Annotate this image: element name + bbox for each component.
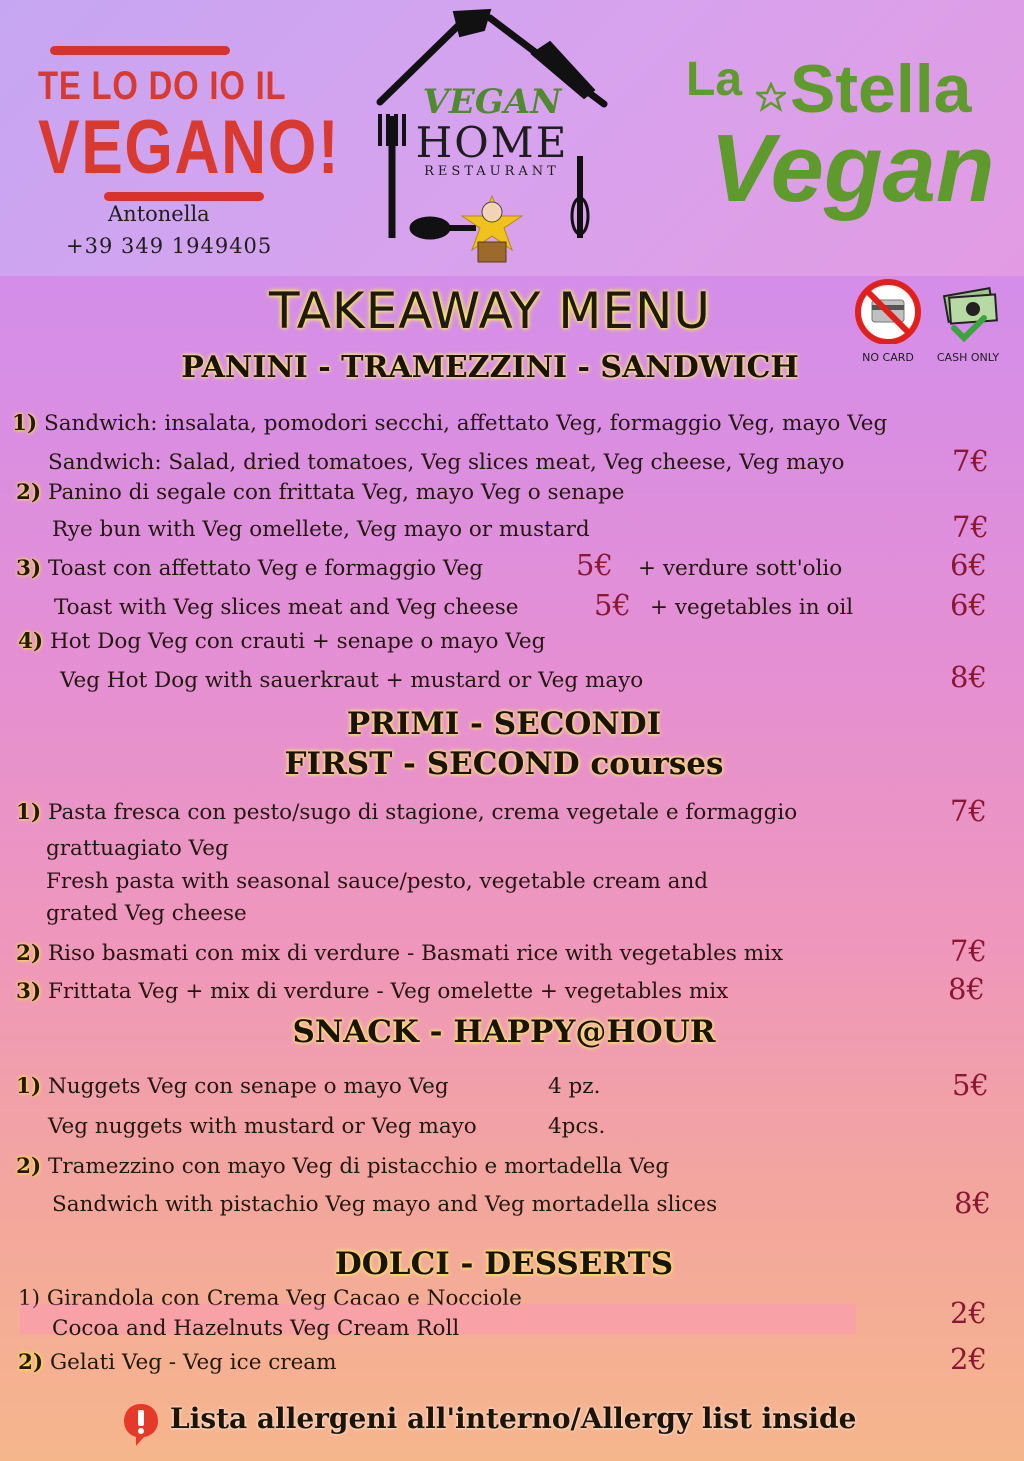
logo-center-home: HOME — [415, 118, 569, 167]
item-it: Nuggets Veg con senape o mayo Veg — [47, 1074, 449, 1099]
logo-right-stella: Stella — [790, 51, 972, 127]
item-it: Panino di segale con frittata Veg, mayo Veg o senape — [47, 480, 625, 505]
no-card-label: NO CARD — [862, 351, 914, 364]
item-number: 3) — [16, 556, 42, 581]
item-number: 2) — [18, 1350, 44, 1375]
item-extra: + verdure sott'olio — [638, 556, 843, 581]
item-price: 6€ — [950, 548, 987, 582]
item-number: 1) — [12, 411, 38, 436]
contact-phone: +39 349 1949405 — [66, 234, 273, 258]
logo-center-restaurant: RESTAURANT — [424, 164, 560, 179]
item-sub-price: 5€ — [576, 548, 613, 582]
logo-right-la: La — [686, 53, 743, 106]
contact-name: Antonella — [108, 202, 210, 226]
menu-item — [18, 1350, 337, 1375]
item-it: Pasta fresca con pesto/sugo di stagione, crema vegetale e formaggio — [47, 800, 798, 825]
cash-icon — [932, 278, 1004, 344]
item-price: 7€ — [950, 934, 987, 968]
item-number: 2) — [16, 941, 42, 966]
item-text: Frittata Veg + mix di verdure - Veg omelette + vegetables mix — [47, 979, 729, 1004]
item-en: Toast with Veg slices meat and Veg cheese — [54, 595, 519, 620]
item-extra: + vegetables in oil — [650, 595, 854, 620]
item-text: Gelati Veg - Veg ice cream — [49, 1350, 337, 1375]
logo-line1: TE LO DO IO IL — [38, 64, 287, 108]
logo-right-vegan: Vegan — [710, 115, 995, 222]
item-en: Rye bun with Veg omellete, Veg mayo or mustard — [52, 517, 590, 542]
item-price: 6€ — [950, 588, 987, 622]
item-en: Cocoa and Hazelnuts Veg Cream Roll — [52, 1316, 460, 1341]
item-it: Sandwich: insalata, pomodori secchi, affettato Veg, formaggio Veg, mayo Veg — [43, 411, 888, 436]
item-number: 4) — [18, 629, 44, 654]
item-number: 2) — [16, 480, 42, 505]
item-it-cont: grattuagiato Veg — [46, 836, 229, 861]
item-price: 8€ — [950, 660, 987, 694]
menu-item — [16, 1074, 449, 1099]
item-en: Sandwich with pistachio Veg mayo and Veg mortadella slices — [52, 1192, 718, 1217]
item-price: 2€ — [950, 1342, 987, 1376]
brush-stroke — [104, 192, 264, 201]
menu-item — [16, 556, 483, 581]
logo-te-lo-do-io — [30, 42, 341, 272]
section-dolci-title: DOLCI - DESSERTS — [334, 1246, 674, 1282]
item-number: 3) — [16, 979, 42, 1004]
item-price: 8€ — [948, 972, 985, 1006]
item-en: Sandwich: Salad, dried tomatoes, Veg slices meat, Veg cheese, Veg mayo — [48, 450, 845, 475]
cash-only-badge — [928, 278, 1008, 364]
item-en-cont: grated Veg cheese — [46, 901, 247, 926]
item-it: Tramezzino con mayo Veg di pistacchio e mortadella Veg — [47, 1154, 670, 1179]
menu-item — [16, 1154, 669, 1179]
item-it: Toast con affettato Veg e formaggio Veg — [47, 556, 483, 581]
item-price: 2€ — [950, 1296, 987, 1330]
item-price: 7€ — [952, 444, 989, 478]
item-it: Hot Dog Veg con crauti + senape o mayo Veg — [49, 629, 546, 654]
menu-item — [16, 480, 624, 505]
section-primi-subtitle: FIRST - SECOND courses — [284, 746, 724, 782]
item-en: Veg nuggets with mustard or Veg mayo — [48, 1114, 477, 1139]
menu-item — [16, 800, 797, 825]
item-en: Fresh pasta with seasonal sauce/pesto, vegetable cream and — [46, 869, 709, 894]
item-it: Girandola con Crema Veg Cacao e Nocciole — [46, 1286, 522, 1311]
menu-item — [12, 411, 887, 436]
logo-line2: VEGANO! — [38, 105, 341, 190]
item-sub-price: 5€ — [594, 588, 631, 622]
logo-center-vegan: VEGAN — [422, 82, 562, 122]
item-qty: 4pcs. — [548, 1114, 606, 1139]
item-price: 7€ — [952, 510, 989, 544]
menu-item — [18, 629, 545, 654]
menu-title: TAKEAWAY MENU — [269, 282, 711, 340]
logo-vegan-home — [372, 6, 612, 268]
section-snack-title: SNACK - HAPPY@HOUR — [292, 1014, 716, 1050]
item-price: 7€ — [950, 794, 987, 828]
no-card-icon — [852, 278, 924, 344]
item-number: 1) — [16, 1074, 42, 1099]
logo-la-stella-vegan — [680, 48, 1000, 238]
item-number: 1) — [16, 800, 42, 825]
no-card-badge — [848, 278, 928, 364]
star-icon — [756, 82, 786, 112]
item-qty: 4 pz. — [548, 1074, 601, 1099]
warning-icon — [122, 1402, 160, 1448]
section-panini-title: PANINI - TRAMEZZINI - SANDWICH — [181, 350, 799, 385]
menu-item — [16, 979, 728, 1004]
item-number: 2) — [16, 1154, 42, 1179]
section-primi-title: PRIMI - SECONDI — [346, 706, 662, 742]
item-number: 1) — [18, 1286, 41, 1311]
item-price: 8€ — [954, 1186, 991, 1220]
item-price: 5€ — [952, 1068, 989, 1102]
allergy-note: Lista allergeni all'interno/Allergy list inside — [170, 1402, 857, 1435]
brush-stroke — [50, 46, 230, 55]
menu-item — [16, 941, 783, 966]
cash-only-label: CASH ONLY — [936, 351, 1000, 364]
item-text: Riso basmati con mix di verdure - Basmati rice with vegetables mix — [47, 941, 784, 966]
item-en: Veg Hot Dog with sauerkraut + mustard or Veg mayo — [60, 668, 644, 693]
